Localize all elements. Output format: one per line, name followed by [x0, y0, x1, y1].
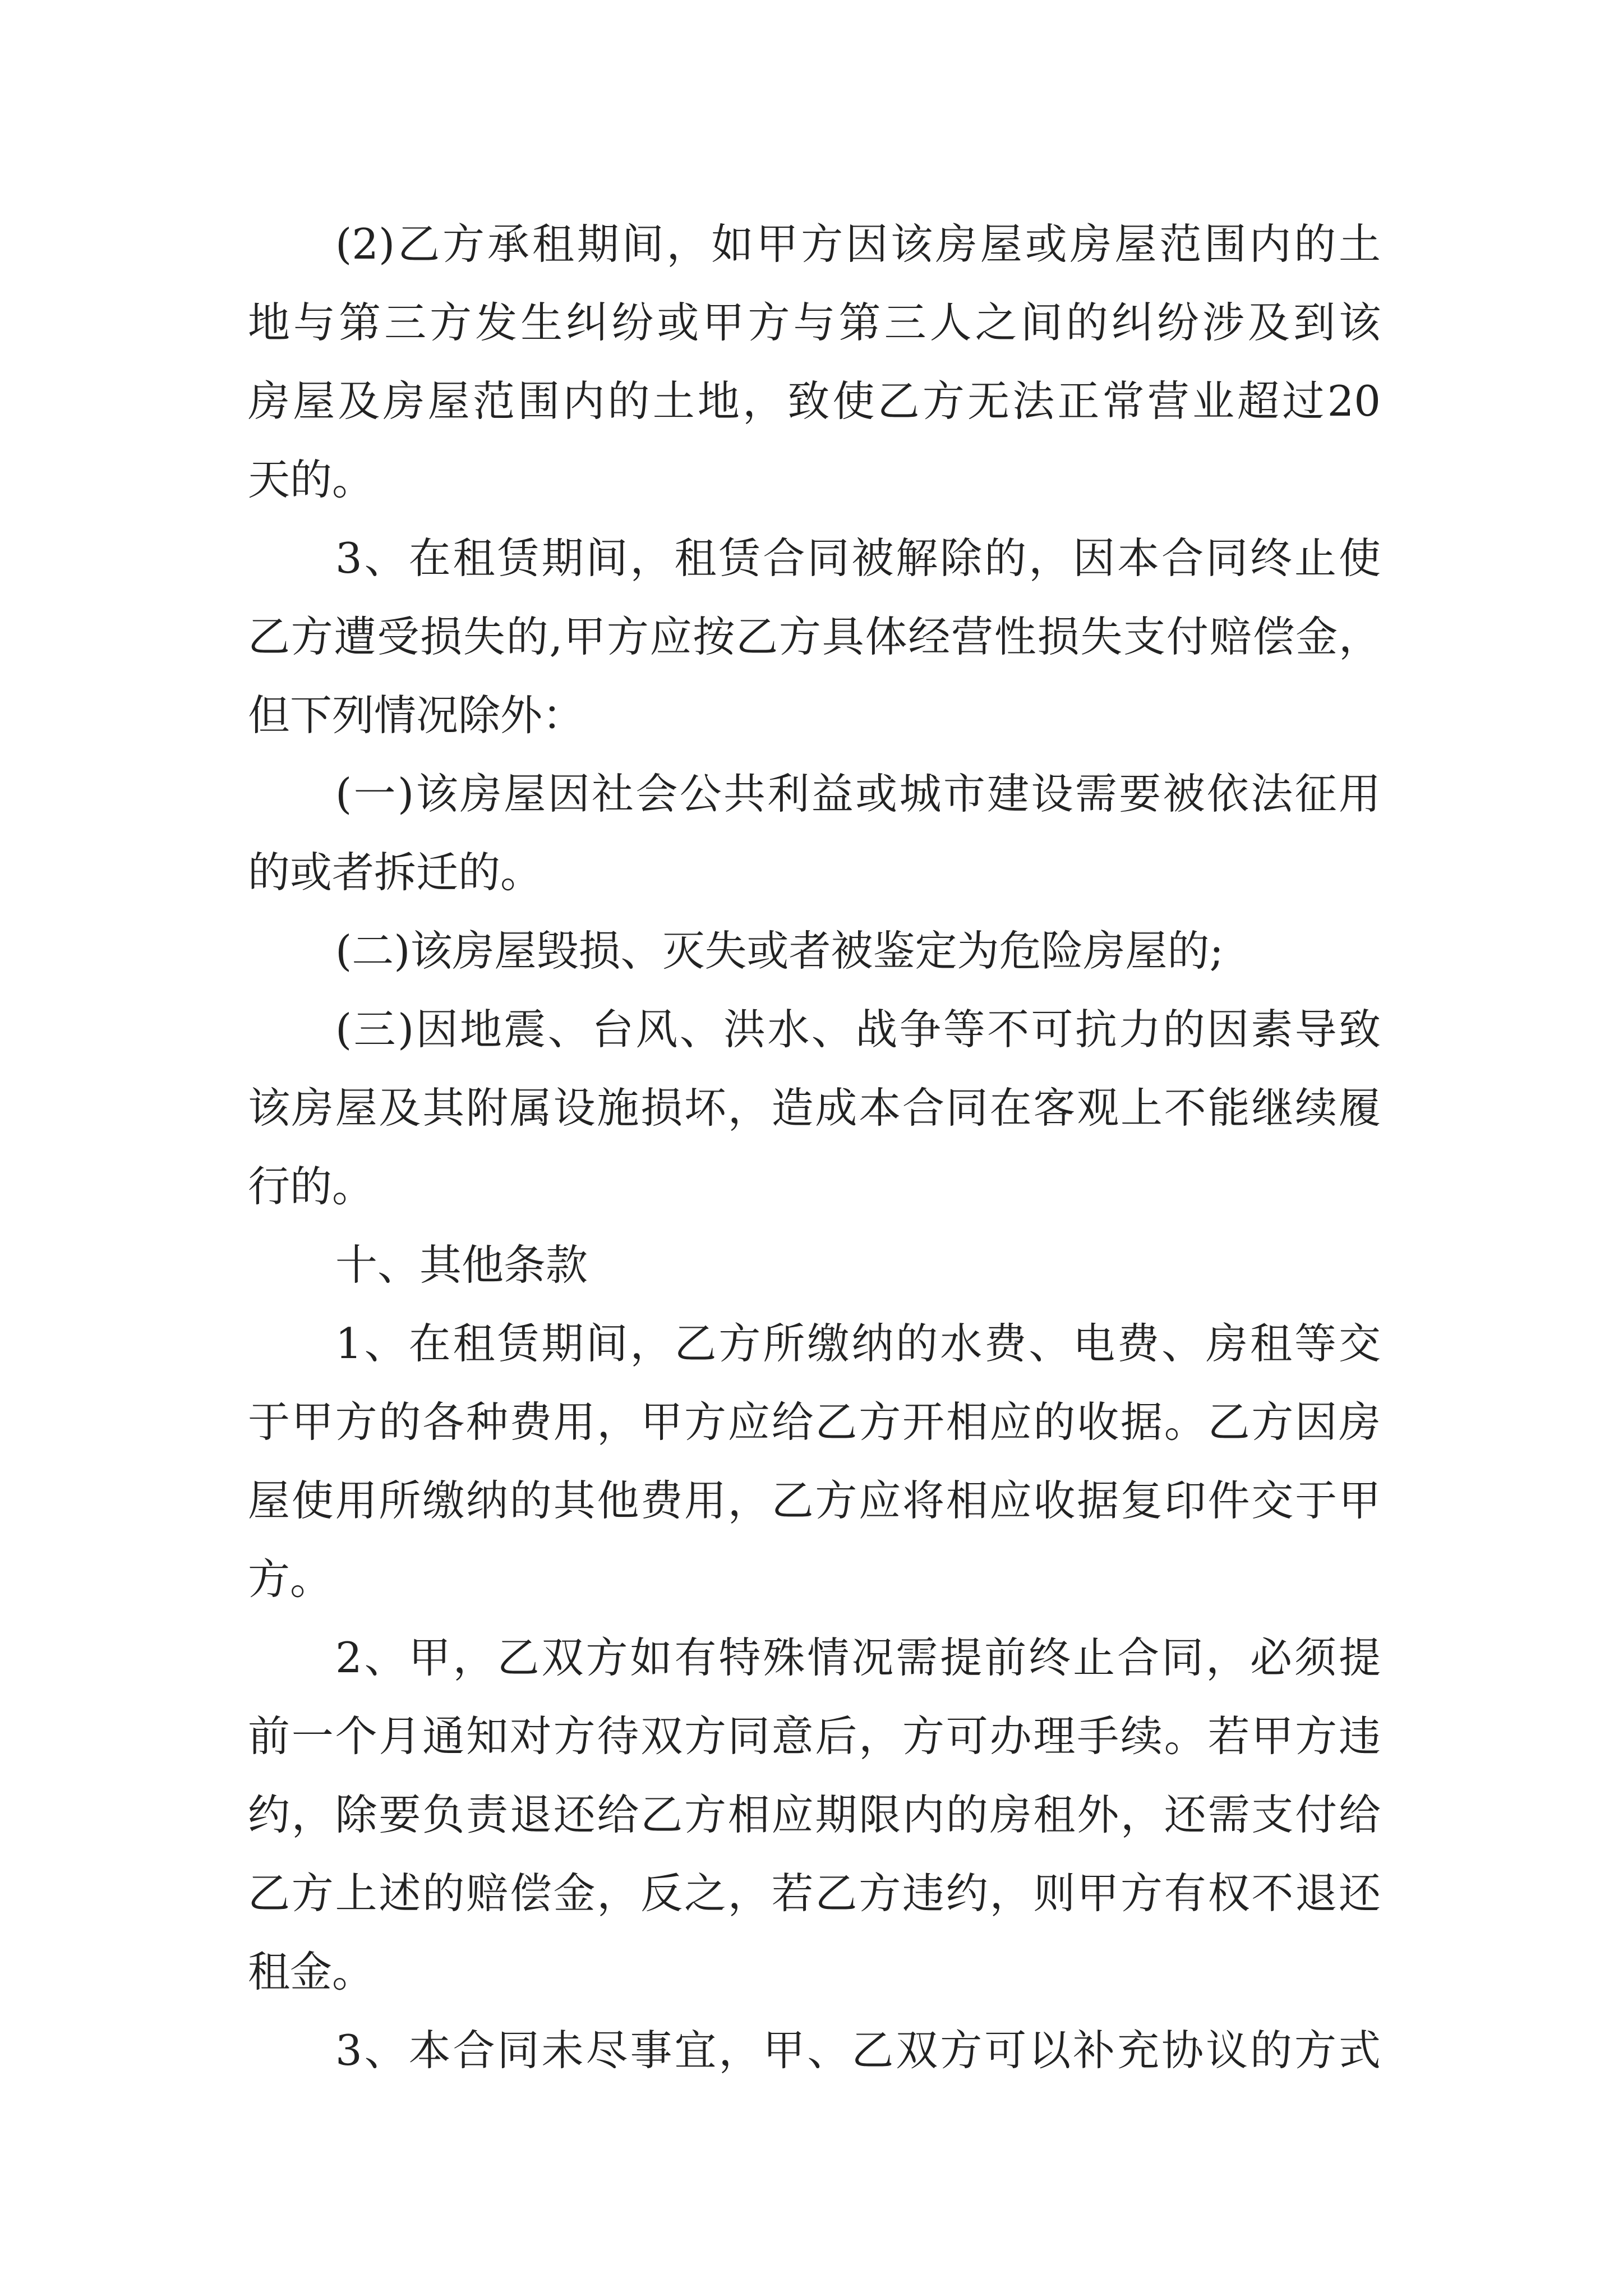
text-line: 乙方上述的赔偿金，反之，若乙方违约，则甲方有权不退还: [248, 1869, 1381, 1918]
text-line: 该房屋及其附属设施损坏，造成本合同在客观上不能继续履: [248, 1083, 1381, 1133]
text-line: 但下列情况除外：: [248, 691, 585, 740]
text-line: 2、甲，乙双方如有特殊情况需提前终止合同，必须提: [335, 1633, 1381, 1682]
text-line: 3、在租赁期间，租赁合同被解除的，因本合同终止使: [335, 533, 1381, 583]
text-line: (2)乙方承租期间，如甲方因该房屋或房屋范围内的土: [335, 219, 1381, 269]
text-line: 前一个月通知对方待双方同意后，方可办理手续。若甲方违: [248, 1711, 1381, 1761]
text-line: 租金。: [248, 1947, 375, 1996]
text-line: (二)该房屋毁损、灭失或者被鉴定为危险房屋的;: [335, 926, 1224, 976]
text-line: 3、本合同未尽事宜，甲、乙双方可以补充协议的方式: [335, 2026, 1381, 2075]
text-line: 1、在租赁期间，乙方所缴纳的水费、电费、房租等交: [335, 1319, 1381, 1368]
text-line: 的或者拆迁的。: [248, 848, 543, 897]
text-line: 天的。: [248, 455, 375, 504]
text-line: (三)因地震、台风、洪水、战争等不可抗力的因素导致: [335, 1005, 1381, 1054]
text-line: 地与第三方发生纠纷或甲方与第三人之间的纠纷涉及到该: [248, 298, 1381, 347]
text-line: 约，除要负责退还给乙方相应期限内的房租外，还需支付给: [248, 1790, 1381, 1839]
text-line: (一)该房屋因社会公共利益或城市建设需要被依法征用: [335, 769, 1381, 818]
text-line: 行的。: [248, 1162, 375, 1211]
text-line: 于甲方的各种费用，甲方应给乙方开相应的收据。乙方因房: [248, 1397, 1381, 1447]
text-line: 屋使用所缴纳的其他费用，乙方应将相应收据复印件交于甲: [248, 1476, 1381, 1525]
section-heading: 十、其他条款: [335, 1240, 588, 1290]
text-line: 房屋及房屋范围内的土地，致使乙方无法正常营业超过20: [248, 376, 1381, 426]
text-line: 方。: [248, 1554, 333, 1604]
text-line: 乙方遭受损失的,甲方应按乙方具体经营性损失支付赔偿金，: [248, 612, 1381, 661]
